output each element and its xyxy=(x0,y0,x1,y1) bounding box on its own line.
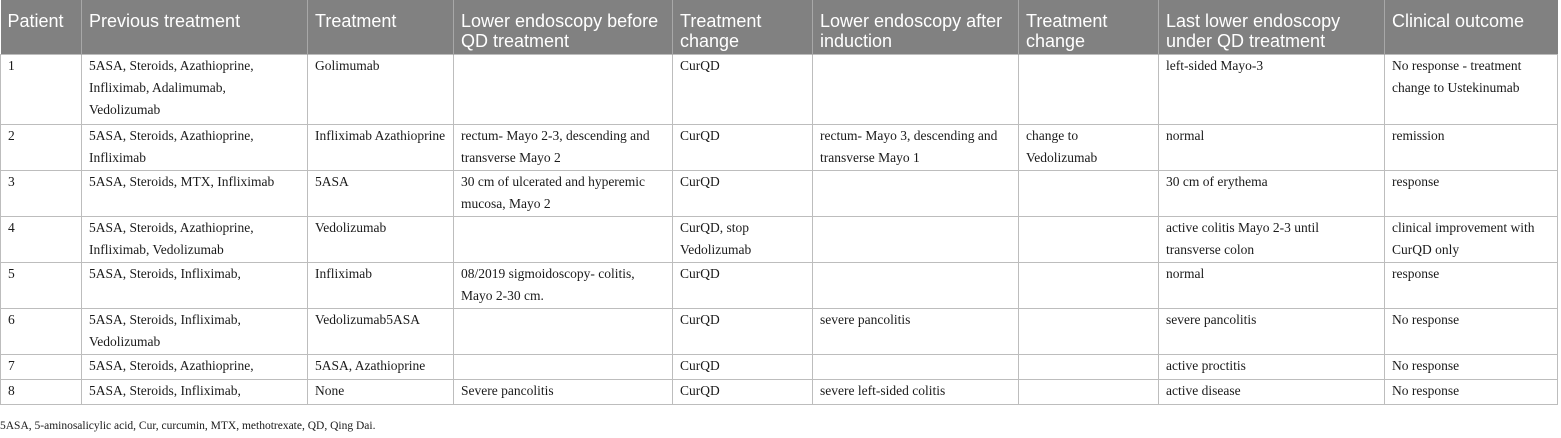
header-clinical-outcome: Clinical outcome xyxy=(1385,0,1558,55)
cell-last-endoscopy: 30 cm of erythema xyxy=(1159,171,1385,217)
header-last-endoscopy: Last lower endoscopy under QD treatment xyxy=(1159,0,1385,55)
cell-endoscopy-before xyxy=(454,217,673,263)
cell-treatment: 5ASA xyxy=(308,171,454,217)
table-row xyxy=(1,217,1558,263)
cell-endoscopy-after-induction: rectum- Mayo 3, descending and transverse Mayo 1 xyxy=(813,125,1019,171)
cell-treatment: Vedolizumab xyxy=(308,217,454,263)
cell-previous-treatment: 5ASA, Steroids, Infliximab, xyxy=(82,380,308,405)
cell-clinical-outcome: No response xyxy=(1385,309,1558,355)
table-row xyxy=(1,380,1558,405)
header-treatment-change-1: Treatment change xyxy=(673,0,813,55)
cell-clinical-outcome: remission xyxy=(1385,125,1558,171)
header-treatment-change-2: Treatment change xyxy=(1019,0,1159,55)
cell-endoscopy-after-induction xyxy=(813,55,1019,125)
cell-endoscopy-after-induction: severe left-sided colitis xyxy=(813,380,1019,405)
table-row xyxy=(1,263,1558,309)
table-row xyxy=(1,355,1558,380)
cell-last-endoscopy: normal xyxy=(1159,125,1385,171)
header-previous-treatment: Previous treatment xyxy=(82,0,308,55)
cell-last-endoscopy: active proctitis xyxy=(1159,355,1385,380)
cell-treatment-change-2: change to Vedolizumab xyxy=(1019,125,1159,171)
cell-patient: 3 xyxy=(1,171,82,217)
cell-last-endoscopy: active disease xyxy=(1159,380,1385,405)
cell-endoscopy-before: 30 cm of ulcerated and hyperemic mucosa, Mayo 2 xyxy=(454,171,673,217)
cell-treatment-change-1: CurQD xyxy=(673,309,813,355)
cell-endoscopy-after-induction xyxy=(813,263,1019,309)
cell-treatment-change-1: CurQD xyxy=(673,263,813,309)
cell-endoscopy-before: 08/2019 sigmoidoscopy- colitis, Mayo 2-30 cm. xyxy=(454,263,673,309)
cell-previous-treatment: 5ASA, Steroids, Azathioprine, xyxy=(82,355,308,380)
cell-patient: 7 xyxy=(1,355,82,380)
cell-endoscopy-before: Severe pancolitis xyxy=(454,380,673,405)
cell-treatment-change-1: CurQD xyxy=(673,125,813,171)
cell-treatment-change-1: CurQD xyxy=(673,355,813,380)
cell-last-endoscopy: severe pancolitis xyxy=(1159,309,1385,355)
cell-treatment-change-2 xyxy=(1019,263,1159,309)
cell-previous-treatment: 5ASA, Steroids, Azathioprine, Infliximab xyxy=(82,125,308,171)
cell-treatment: Vedolizumab5ASA xyxy=(308,309,454,355)
cell-endoscopy-before: rectum- Mayo 2-3, descending and transverse Mayo 2 xyxy=(454,125,673,171)
table-row xyxy=(1,125,1558,171)
cell-treatment: None xyxy=(308,380,454,405)
cell-patient: 6 xyxy=(1,309,82,355)
header-endoscopy-before: Lower endoscopy before QD treatment xyxy=(454,0,673,55)
cell-treatment-change-2 xyxy=(1019,309,1159,355)
cell-treatment-change-2 xyxy=(1019,355,1159,380)
cell-patient: 8 xyxy=(1,380,82,405)
cell-endoscopy-after-induction xyxy=(813,355,1019,380)
header-patient: Patient xyxy=(1,0,82,55)
cell-previous-treatment: 5ASA, Steroids, Infliximab, Vedolizumab xyxy=(82,309,308,355)
cell-clinical-outcome: No response - treatment change to Ustekinumab xyxy=(1385,55,1558,125)
cell-last-endoscopy: active colitis Mayo 2-3 until transverse colon xyxy=(1159,217,1385,263)
cell-treatment-change-1: CurQD, stop Vedolizumab xyxy=(673,217,813,263)
cell-clinical-outcome: response xyxy=(1385,263,1558,309)
cell-patient: 2 xyxy=(1,125,82,171)
cell-treatment-change-2 xyxy=(1019,380,1159,405)
cell-patient: 1 xyxy=(1,55,82,125)
table-body xyxy=(1,55,1558,405)
cell-previous-treatment: 5ASA, Steroids, Azathioprine, Infliximab, Adalimumab, Vedolizumab xyxy=(82,55,308,125)
cell-clinical-outcome: clinical improvement with CurQD only xyxy=(1385,217,1558,263)
table-footnote: 5ASA, 5-aminosalicylic acid, Cur, curcumin, MTX, methotrexate, QD, Qing Dai. xyxy=(0,420,376,432)
cell-treatment-change-2 xyxy=(1019,55,1159,125)
table-row xyxy=(1,171,1558,217)
cell-endoscopy-after-induction: severe pancolitis xyxy=(813,309,1019,355)
cell-treatment: 5ASA, Azathioprine xyxy=(308,355,454,380)
header-row xyxy=(1,0,1558,55)
cell-last-endoscopy: left-sided Mayo-3 xyxy=(1159,55,1385,125)
cell-treatment-change-2 xyxy=(1019,217,1159,263)
table-header xyxy=(1,0,1558,55)
cell-treatment: Infliximab xyxy=(308,263,454,309)
cell-endoscopy-before xyxy=(454,309,673,355)
cell-clinical-outcome: No response xyxy=(1385,380,1558,405)
cell-patient: 5 xyxy=(1,263,82,309)
cell-clinical-outcome: No response xyxy=(1385,355,1558,380)
cell-endoscopy-before xyxy=(454,355,673,380)
cell-endoscopy-after-induction xyxy=(813,171,1019,217)
cell-previous-treatment: 5ASA, Steroids, Infliximab, xyxy=(82,263,308,309)
cell-treatment-change-2 xyxy=(1019,171,1159,217)
cell-clinical-outcome: response xyxy=(1385,171,1558,217)
cell-previous-treatment: 5ASA, Steroids, MTX, Infliximab xyxy=(82,171,308,217)
cell-treatment: Golimumab xyxy=(308,55,454,125)
cell-previous-treatment: 5ASA, Steroids, Azathioprine, Infliximab, Vedolizumab xyxy=(82,217,308,263)
cell-last-endoscopy: normal xyxy=(1159,263,1385,309)
cell-treatment: Infliximab Azathioprine xyxy=(308,125,454,171)
cell-endoscopy-after-induction xyxy=(813,217,1019,263)
cell-endoscopy-before xyxy=(454,55,673,125)
header-treatment: Treatment xyxy=(308,0,454,55)
cell-patient: 4 xyxy=(1,217,82,263)
table-row xyxy=(1,309,1558,355)
cell-treatment-change-1: CurQD xyxy=(673,55,813,125)
header-endoscopy-after-induction: Lower endoscopy after induction xyxy=(813,0,1019,55)
table-row xyxy=(1,55,1558,125)
cell-treatment-change-1: CurQD xyxy=(673,171,813,217)
cell-treatment-change-1: CurQD xyxy=(673,380,813,405)
